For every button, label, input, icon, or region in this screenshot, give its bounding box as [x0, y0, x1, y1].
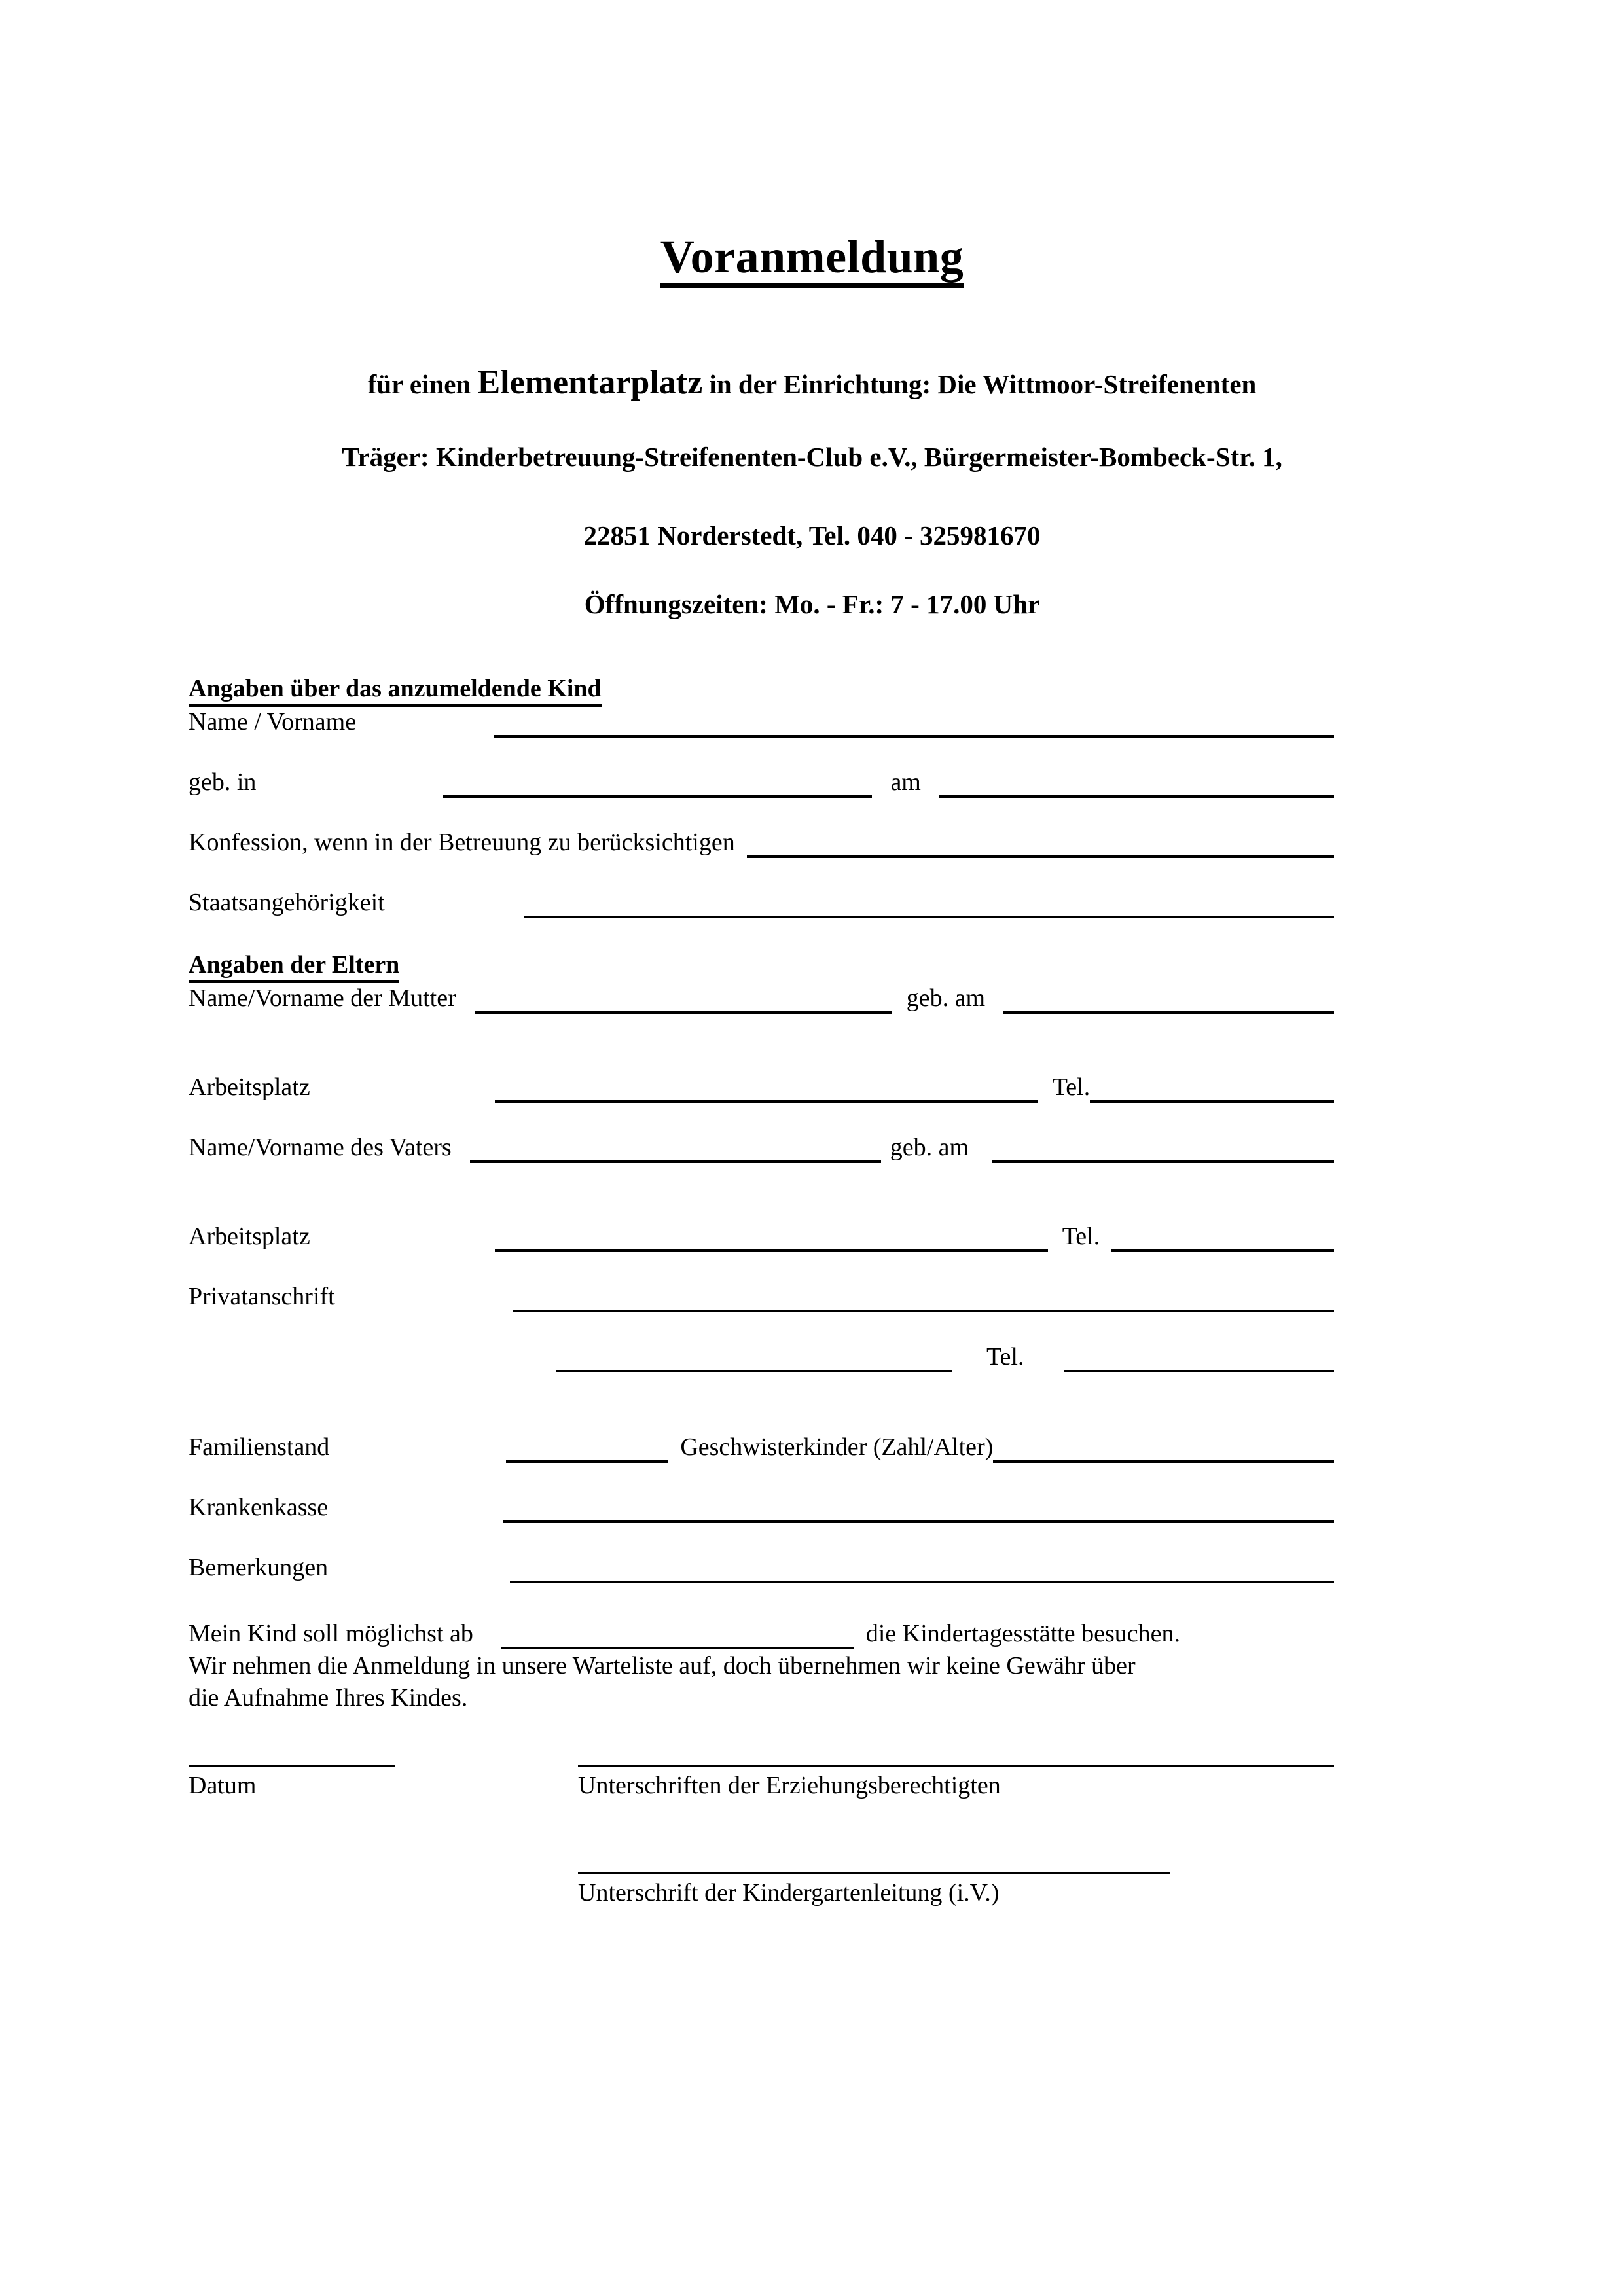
field-row-arbeitsplatz-mutter — [189, 1075, 1334, 1100]
input-unterschrift-kindergartenleitung[interactable] — [578, 1872, 1170, 1874]
input-privatanschrift-zeile2[interactable] — [556, 1370, 952, 1372]
subtitle-line-address: 22851 Norderstedt, Tel. 040 - 325981670 — [583, 520, 1041, 550]
label-name-vorname: Name / Vorname — [189, 708, 357, 736]
field-row-name-vorname — [189, 709, 1334, 734]
label-vater: Name/Vorname des Vaters — [189, 1133, 452, 1161]
field-row-konfession — [189, 830, 1334, 855]
label-staatsangehoerigkeit: Staatsangehörigkeit — [189, 888, 385, 916]
label-arbeitsplatz-mutter: Arbeitsplatz — [189, 1073, 310, 1101]
field-row-privatanschrift — [189, 1284, 1334, 1309]
label-privatanschrift: Privatanschrift — [189, 1282, 335, 1310]
field-row-arbeitsplatz-vater — [189, 1224, 1334, 1249]
input-vater-name[interactable] — [470, 1160, 881, 1163]
label-arbeitsplatz-vater: Arbeitsplatz — [189, 1222, 310, 1250]
input-privatanschrift[interactable] — [513, 1310, 1334, 1312]
input-tel-privat[interactable] — [1064, 1370, 1334, 1372]
signature-block — [189, 1765, 1334, 1907]
input-geschwisterkinder[interactable] — [993, 1460, 1334, 1463]
subtitle-prefix: für einen — [367, 369, 478, 399]
label-krankenkasse: Krankenkasse — [189, 1493, 329, 1521]
statement-paragraph — [189, 1618, 1334, 1715]
input-unterschriften-erziehungsberechtigte[interactable] — [578, 1765, 1334, 1767]
label-tel-vater: Tel. — [1062, 1222, 1100, 1250]
field-row-bemerkungen — [189, 1555, 1334, 1580]
statement-line1-prefix: Mein Kind soll möglichst ab — [189, 1619, 473, 1647]
label-geschwisterkinder: Geschwisterkinder (Zahl/Alter) — [680, 1433, 994, 1461]
signature-rules-row — [189, 1765, 1334, 1767]
input-tel-vater[interactable] — [1111, 1249, 1334, 1252]
section-heading-parents: Angaben der Eltern — [189, 952, 399, 983]
label-tel-privat: Tel. — [986, 1342, 1024, 1371]
signature-leitung-rule-row — [189, 1872, 1334, 1874]
statement-line3: die Aufnahme Ihres Kindes. — [189, 1684, 468, 1712]
input-tel-mutter[interactable] — [1090, 1100, 1334, 1103]
section-heading-child: Angaben über das anzumeldende Kind — [189, 675, 602, 707]
field-row-vater — [189, 1135, 1334, 1160]
label-datum: Datum — [189, 1771, 257, 1799]
label-bemerkungen: Bemerkungen — [189, 1553, 329, 1581]
input-mutter-geb-am[interactable] — [1003, 1011, 1334, 1014]
subtitle-emphasis-elementarplatz: Elementarplatz — [477, 364, 703, 401]
section-heading-child-row — [189, 674, 1334, 707]
subtitle-suffix: in der Einrichtung: Die Wittmoor-Streifenenten — [702, 369, 1257, 399]
field-row-familienstand — [189, 1435, 1334, 1460]
input-name-vorname[interactable] — [494, 735, 1334, 738]
subtitle-line-provider: Träger: Kinderbetreuung-Streifenenten-Club e.V., Bürgermeister-Bombeck-Str. 1, — [342, 442, 1282, 472]
subtitle-line-hours: Öffnungszeiten: Mo. - Fr.: 7 - 17.00 Uhr — [584, 589, 1040, 619]
subtitle-line-facility — [0, 363, 1624, 403]
input-konfession[interactable] — [747, 855, 1334, 858]
label-unterschriften-erziehungsberechtigte: Unterschriften der Erziehungsberechtigten — [578, 1771, 1001, 1799]
field-row-privatanschrift-tel — [189, 1344, 1334, 1369]
signature-leitung-label-row — [189, 1878, 1334, 1907]
statement-line2: Wir nehmen die Anmeldung in unsere Warteliste auf, doch übernehmen wir keine Gewähr über — [189, 1651, 1136, 1679]
field-row-staatsangehoerigkeit — [189, 890, 1334, 915]
field-row-mutter — [189, 986, 1334, 1011]
page-title-container — [0, 232, 1624, 288]
label-konfession: Konfession, wenn in der Betreuung zu berücksichtigen — [189, 828, 735, 856]
input-krankenkasse[interactable] — [503, 1520, 1334, 1523]
section-heading-parents-row — [189, 950, 1334, 983]
input-eintrittsdatum[interactable] — [501, 1647, 854, 1649]
input-vater-geb-am[interactable] — [992, 1160, 1334, 1163]
input-familienstand[interactable] — [506, 1460, 668, 1463]
label-mutter-geb-am: geb. am — [906, 984, 986, 1012]
signature-labels-row — [189, 1771, 1334, 1800]
input-datum[interactable] — [189, 1765, 395, 1767]
input-geb-am[interactable] — [939, 795, 1334, 798]
input-geb-in[interactable] — [443, 795, 872, 798]
input-mutter-name[interactable] — [475, 1011, 892, 1014]
form-body — [189, 674, 1334, 1907]
page-title: Voranmeldung — [660, 232, 964, 288]
input-bemerkungen[interactable] — [510, 1581, 1334, 1583]
label-unterschrift-kindergartenleitung: Unterschrift der Kindergartenleitung (i.V.) — [578, 1878, 1000, 1907]
field-row-geburtsort — [189, 770, 1334, 795]
input-arbeitsplatz-vater[interactable] — [495, 1249, 1048, 1252]
label-tel-mutter: Tel. — [1052, 1073, 1091, 1101]
input-arbeitsplatz-mutter[interactable] — [495, 1100, 1038, 1103]
label-mutter: Name/Vorname der Mutter — [189, 984, 456, 1012]
label-vater-geb-am: geb. am — [890, 1133, 969, 1161]
field-row-krankenkasse — [189, 1495, 1334, 1520]
label-familienstand: Familienstand — [189, 1433, 330, 1461]
label-am: am — [890, 768, 921, 796]
input-staatsangehoerigkeit[interactable] — [524, 916, 1334, 918]
label-geb-in: geb. in — [189, 768, 257, 796]
statement-line1-suffix: die Kindertagesstätte besuchen. — [865, 1619, 1180, 1647]
